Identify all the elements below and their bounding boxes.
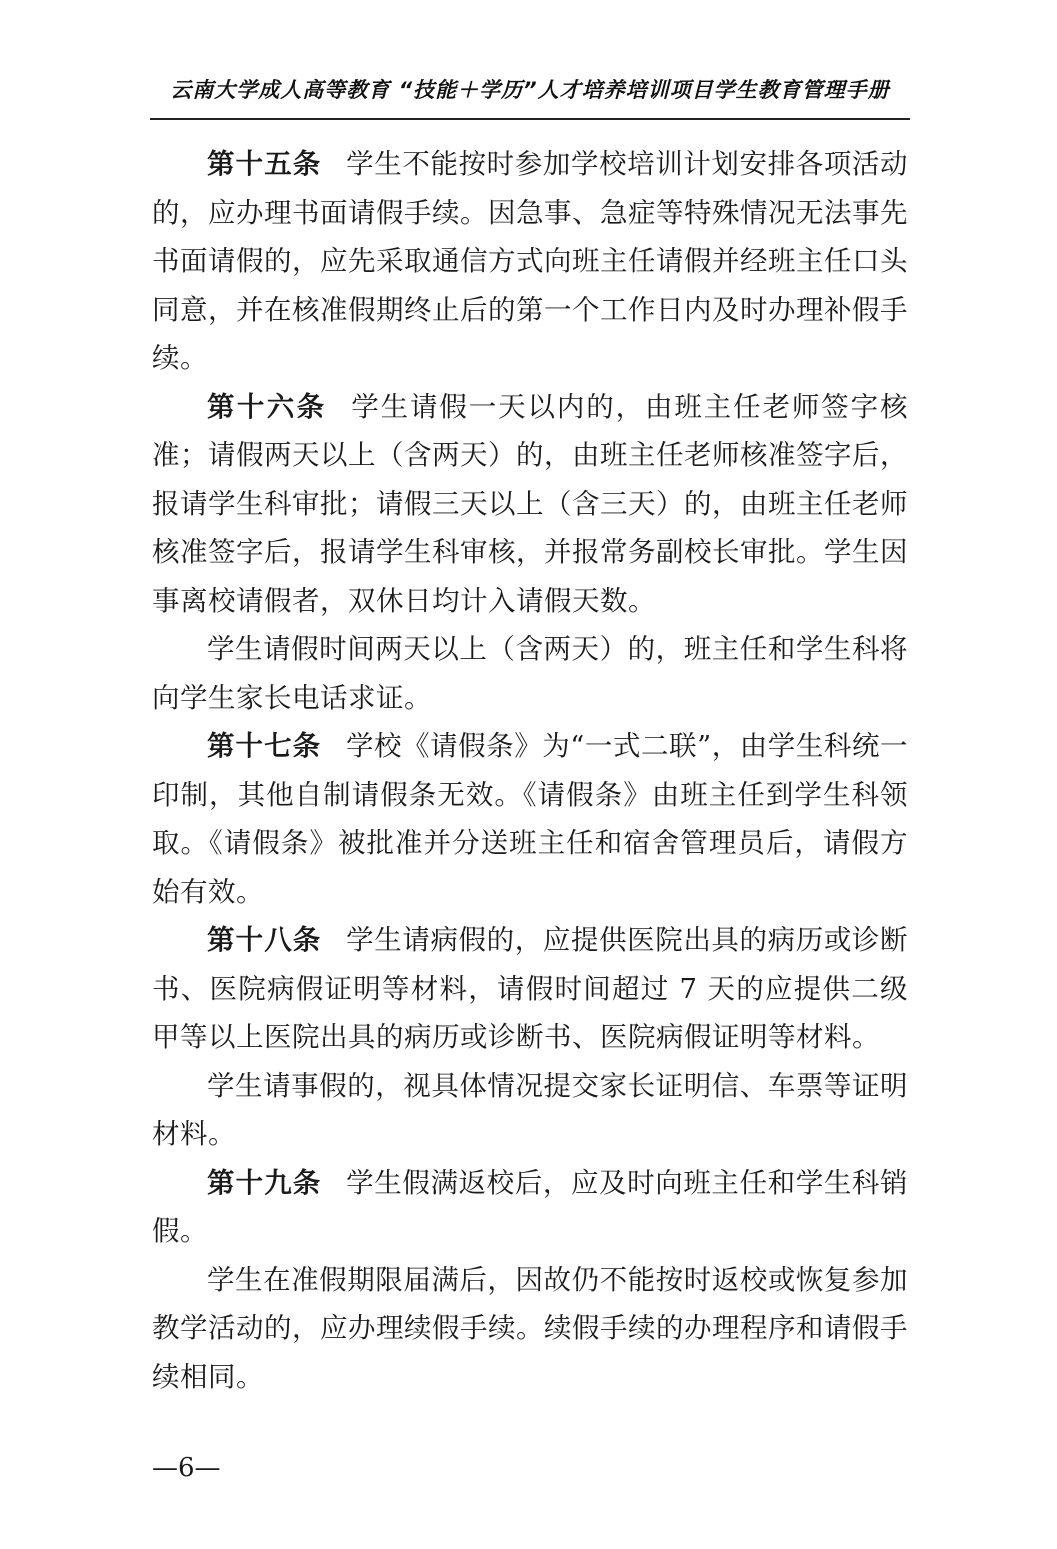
article-heading: 第十七条 <box>207 730 322 762</box>
paragraph-text: 学生在准假期限届满后，因故仍不能按时返校或恢复参加教学活动的，应办理续假手续。续假手续的办理程序和请假手续相同。 <box>152 1263 908 1393</box>
paragraph-text: 学生假满返校后，应及时向班主任和学生科销假。 <box>152 1166 909 1247</box>
paragraph-text: 学校《请假条》为“一式二联”，由学生科统一印制，其他自制请假条无效。《请假条》由班主任到学生科领取。《请假条》被批准并分送班主任和宿舍管理员后，请假方始有效。 <box>152 730 908 908</box>
article-heading: 第十八条 <box>207 924 322 956</box>
paragraph-article-17 <box>152 722 908 916</box>
document-body <box>152 140 908 1401</box>
article-heading: 第十九条 <box>207 1166 322 1199</box>
paragraph-text: 学生请病假的，应提供医院出具的病历或诊断书、医院病假证明等材料，请假时间超过 7 天的应提供二级甲等以上医院出具的病历或诊断书、医院病假证明等材料。 <box>152 924 909 1053</box>
paragraph-article-19 <box>152 1159 908 1256</box>
paragraph-article-18-cont <box>152 1062 908 1159</box>
header-rule <box>150 118 910 120</box>
paragraph-text: 学生请假一天以内的，由班主任老师签字核准；请假两天以上（含两天）的，由班主任老师核准签字后，报请学生科审批；请假三天以上（含三天）的，由班主任老师核准签字后，报请学生科审核，并报常务副校长审批。学生因事离校请假者，双休日均计入请假天数。 <box>152 390 908 617</box>
paragraph-article-19-cont <box>152 1256 908 1402</box>
page-number: —6— <box>152 1453 221 1483</box>
article-heading: 第十五条 <box>207 148 322 180</box>
article-heading: 第十六条 <box>207 390 327 423</box>
paragraph-text: 学生请假时间两天以上（含两天）的，班主任和学生科将向学生家长电话求证。 <box>152 633 908 714</box>
paragraph-text: 学生请事假的，视具体情况提交家长证明信、车票等证明材料。 <box>152 1069 908 1150</box>
paragraph-article-18 <box>152 916 908 1062</box>
paragraph-article-16-cont <box>152 625 908 722</box>
running-header: 云南大学成人高等教育 “技能＋学历”人才培养培训项目学生教育管理手册 <box>170 78 890 102</box>
paragraph-article-15 <box>152 140 908 383</box>
paragraph-article-16 <box>152 383 908 626</box>
paragraph-text: 学生不能按时参加学校培训计划安排各项活动的，应办理书面请假手续。因急事、急症等特殊情况无法事先书面请假的，应先采取通信方式向班主任请假并经班主任口头同意，并在核准假期终止后的第一个工作日内及时办理补假手续。 <box>152 148 909 374</box>
